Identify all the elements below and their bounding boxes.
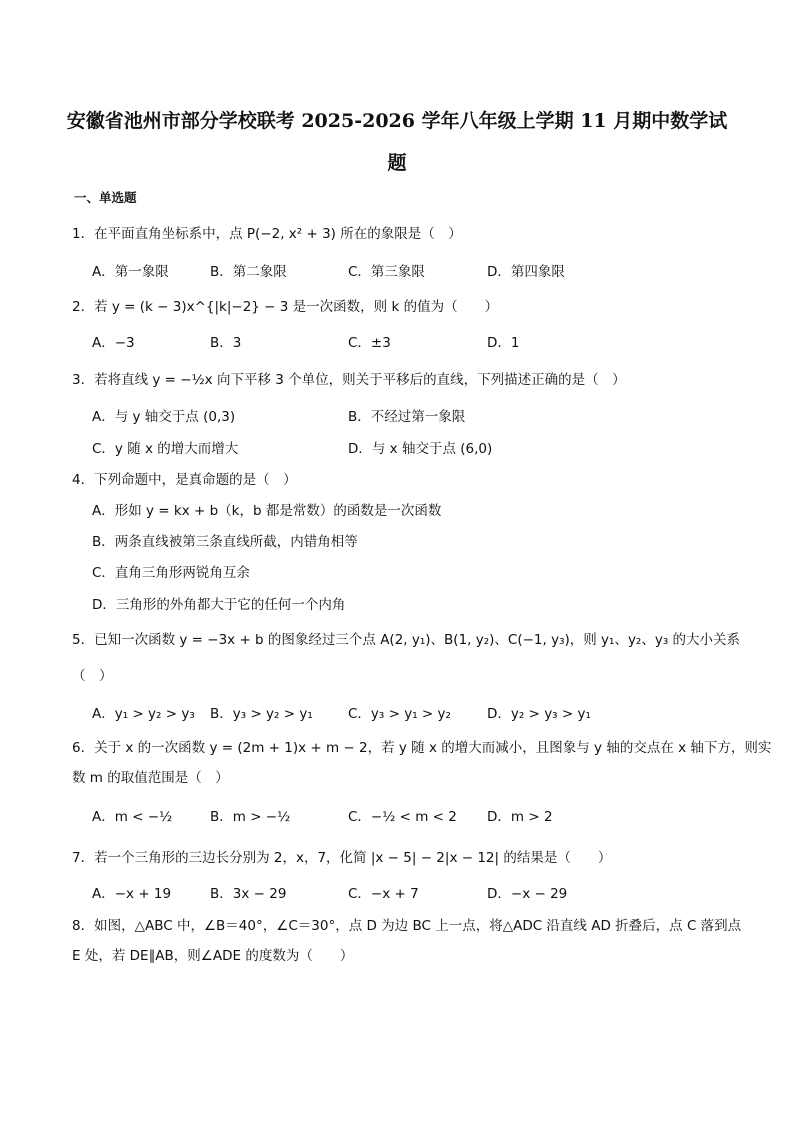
q1-option-c: C．第三象限: [348, 264, 425, 280]
q7-option-a: A．−x + 19: [92, 886, 172, 902]
section-heading: 一、单选题: [74, 190, 137, 205]
q7-option-d: D．−x − 29: [487, 886, 568, 902]
q3-option-d: D．与 x 轴交于点 (6,0): [348, 441, 493, 457]
q7-option-c: C．−x + 7: [348, 886, 419, 902]
q4-option-a: A．形如 y = kx + b（k，b 都是常数）的函数是一次函数: [92, 503, 442, 519]
q3-option-b: B．不经过第一象限: [348, 409, 466, 425]
document-title-line1: 安徽省池州市部分学校联考 2025-2026 学年八年级上学期 11 月期中数学试: [66, 110, 728, 132]
q1-option-d: D．第四象限: [487, 264, 565, 280]
q5-option-d: D．y₂ > y₃ > y₁: [487, 706, 591, 722]
q3-option-a: A．与 y 轴交于点 (0,3): [92, 409, 236, 425]
q1-option-a: A．第一象限: [92, 264, 169, 280]
question-7-stem: 7．若一个三角形的三边长分别为 2，x，7，化简 |x − 5| − 2|x − 12| 的结果是（ ）: [72, 850, 612, 866]
question-3-stem: 3．若将直线 y = −½x 向下平移 3 个单位，则关于平移后的直线，下列描述正确的是（ ）: [72, 372, 626, 388]
q2-option-d: D．1: [487, 335, 520, 351]
question-5-stem-line2: （ ）: [72, 668, 113, 684]
question-5-stem-line1: 5．已知一次函数 y = −3x + b 的图象经过三个点 A(2, y₁)、B(1, y₂)、C(−1, y₃)，则 y₁、y₂、y₃ 的大小关系: [72, 632, 741, 648]
q4-option-b: B．两条直线被第三条直线所截，内错角相等: [92, 534, 358, 550]
question-2-stem: 2．若 y = (k − 3)x^{|k|−2} − 3 是一次函数，则 k 的值为（ ）: [72, 299, 499, 315]
question-6-stem-line1: 6．关于 x 的一次函数 y = (2m + 1)x + m − 2，若 y 随 x 的增大而减小，且图象与 y 轴的交点在 x 轴下方，则实: [72, 740, 772, 756]
q3-option-c: C．y 随 x 的增大而增大: [92, 441, 239, 457]
q2-option-b: B．3: [210, 335, 242, 351]
q2-option-c: C．±3: [348, 335, 391, 351]
q1-option-b: B．第二象限: [210, 264, 287, 280]
q5-option-a: A．y₁ > y₂ > y₃: [92, 706, 195, 722]
question-1-stem: 1．在平面直角坐标系中，点 P(−2, x² + 3) 所在的象限是（ ）: [72, 226, 462, 242]
q5-option-c: C．y₃ > y₁ > y₂: [348, 706, 451, 722]
q6-option-b: B．m > −½: [210, 809, 291, 825]
question-8-stem-line1: 8．如图，△ABC 中，∠B＝40°，∠C＝30°，点 D 为边 BC 上一点，将△ADC 沿直线 AD 折叠后，点 C 落到点: [72, 918, 742, 934]
q5-option-b: B．y₃ > y₂ > y₁: [210, 706, 313, 722]
q6-option-d: D．m > 2: [487, 809, 553, 825]
q6-option-c: C．−½ < m < 2: [348, 809, 457, 825]
document-title-line2: 题: [387, 152, 407, 174]
question-8-stem-line2: E 处，若 DE∥AB，则∠ADE 的度数为（ ）: [72, 948, 354, 964]
q2-option-a: A．−3: [92, 335, 135, 351]
q4-option-c: C．直角三角形两锐角互余: [92, 565, 250, 581]
question-6-stem-line2: 数 m 的取值范围是（ ）: [72, 770, 229, 786]
q4-option-d: D．三角形的外角都大于它的任何一个内角: [92, 597, 346, 613]
q6-option-a: A．m < −½: [92, 809, 173, 825]
question-4-stem: 4．下列命题中，是真命题的是（ ）: [72, 472, 297, 488]
q7-option-b: B．3x − 29: [210, 886, 287, 902]
